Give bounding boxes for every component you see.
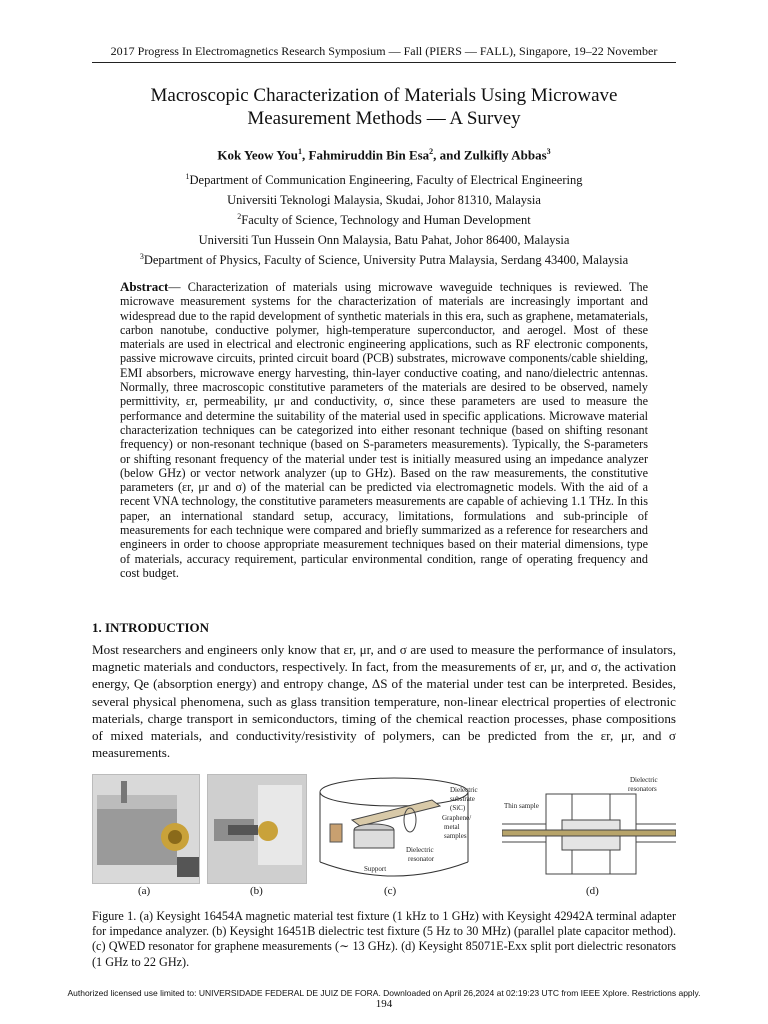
author-3-sup: 3 [546, 147, 551, 156]
affiliation-line: Universiti Teknologi Malaysia, Skudai, Johor 81310, Malaysia [227, 193, 541, 208]
author-1-sup: 1 [298, 147, 303, 156]
paper-title [60, 84, 708, 130]
subfigure-label-a: (a) [138, 885, 151, 897]
affiliation-line: Universiti Tun Hussein Onn Malaysia, Batu Pahat, Johor 86400, Malaysia [198, 233, 570, 248]
label-support: Support [364, 865, 387, 873]
abstract-text: — Characterization of materials using microwave waveguide techniques is reviewed. The microwave measurement systems for the characterization of materials are increasingly important and widespread due to the rapid development of synthetic materials in this era, such as graphene, metamaterials, carbon nanotube, conductive polymer, high-temperature superconductor, and aerogel. Most of these materials are used in electrical and electronic engineering applications, such as RF electronic components, passive microwave circuits, printed circuit board (PCB) substrates, microwave components/cable shielding, EMI absorbers, microwave energy harvesting, thin-layer conductive coating, and nano/dielectric antennas. Normally, three macroscopic constitutive parameters of the materials are desired to be observed, namely permittivity, εr, permeability, μr and conductivity, σ, since these parameters are used to measure the performance and determine the suitability of the material used in specific applications. Microwave material characterization techniques can be categorized into either resonant technique (based on shifting resonant frequency) or non-resonant technique (based on S-parameters measurements). Typically, the S-parameters or shifting resonant frequency of the material under test is initially measured using an impedance analyzer (below GHz) or vector network analyzer (up to GHz). Based on the raw measurements, the constitutive parameters (εr, μr and σ) of the material can be predicted via electromagnetic models. With the aid of a recent VNA technology, the constitutive parameters measurements are capable of achieving 1.1 THz. In this paper, an international standard setup, accuracy, limitations, formulations and sub-principle of measurements for each technique were compared and briefly summarized as a reference for researchers and engineers in order to choose appropriate measurement techniques based on their material dimensions, type of materials, accuracy requirement, particular environmental condition, range of operating frequency and cost budget. [120, 280, 648, 580]
label-dielectric-resonators-1: Dielectric [630, 776, 658, 784]
affiliation-line: $^3$Department of Physics, Faculty of Science, University Putra Malaysia, Serdang 43400, Malaysia [139, 251, 629, 267]
label-graphene-3: samples [444, 832, 467, 840]
header-rule [92, 62, 676, 63]
subfigure-label-b: (b) [250, 885, 263, 897]
subfigure-label-d: (d) [586, 885, 599, 897]
author-2-sup: 2 [429, 147, 434, 156]
section-heading: 1. INTRODUCTION [92, 620, 210, 635]
fixture-a-photo [92, 774, 200, 884]
label-dielectric-substrate-2: substrate [450, 795, 475, 803]
author-2: Fahmiruddin Bin Esa [308, 147, 430, 163]
author-1: Kok Yeow You [217, 147, 299, 163]
label-dielectric-substrate-3: (SiC) [450, 804, 466, 812]
split-port-resonator-diagram [502, 772, 676, 880]
label-dielectric-resonator-2: resonator [408, 855, 435, 863]
abstract-label: Abstract [120, 279, 169, 294]
affiliation-line: $^1$Department of Communication Engineering, Faculty of Electrical Engineering [185, 172, 583, 188]
affiliation-line: $^2$Faculty of Science, Technology and Human Development [237, 211, 531, 228]
title-line-1: Macroscopic Characterization of Materials Using Microwave [150, 85, 618, 106]
page-number: 194 [375, 998, 393, 1010]
label-graphene-2: metal [444, 823, 460, 831]
affiliations [60, 169, 708, 269]
figure-1 [92, 772, 676, 902]
intro-paragraph: Most researchers and engineers only know that εr, μr, and σ are used to measure the performance of insulators, magnetic materials and conductors, respectively. In fact, from the measurements of εr, μr, and σ, the activation energy, Qe (absorption energy) and entropy change, ΔS of the material under test can be interpreted. Besides, several physical phenomena, such as glass transition temperature, non-linear electrical properties of electronic materials, charge transport in semiconductors, timing of the chemical reaction processes, phase compositions of mixed materials, and conductivity/resistivity of polymers, can be predicted from the εr, μr, and σ measurements. [92, 642, 676, 761]
figure-caption: Figure 1. (a) Keysight 16454A magnetic material test fixture (1 kHz to 1 GHz) with Keysight 42942A terminal adapter for impedance analyzer. (b) Keysight 16451B dielectric test fixture (5 Hz to 30 MHz) (parallel plate capacitor method). (c) QWED resonator for graphene measurements (∼ 13 GHz). (d) Keysight 85071E-Exx split port dielectric resonators (1 GHz to 22 GHz). [92, 909, 676, 969]
title-line-2: Measurement Methods — A Survey [247, 108, 521, 129]
author-3: Zulkifly Abbas [463, 147, 547, 163]
subfigure-label-c: (c) [384, 885, 397, 897]
label-dielectric-substrate-1: Dielectric [450, 786, 478, 794]
label-graphene-1: Graphene/ [442, 814, 472, 822]
running-header: 2017 Progress In Electromagnetics Research Symposium — Fall (PIERS — FALL), Singapore, 19–22 November [110, 44, 658, 58]
label-dielectric-resonators-2: resonators [628, 785, 657, 793]
license-footer: Authorized licensed use limited to: UNIVERSIDADE FEDERAL DE JUIZ DE FORA. Downloaded on April 26,2024 at 02:19:23 UTC from IEEE Xplore. Restrictions apply. [67, 988, 701, 998]
qwed-resonator-diagram [316, 772, 486, 880]
label-dielectric-resonator-1: Dielectric [406, 846, 434, 854]
fixture-b-photo [207, 774, 307, 884]
author-list: Kok Yeow You$^1$, Fahmiruddin Bin Esa$^2$, and Zulkifly Abbas$^3$ [217, 147, 551, 163]
abstract [120, 280, 648, 580]
label-thin-sample: Thin sample [504, 802, 539, 810]
